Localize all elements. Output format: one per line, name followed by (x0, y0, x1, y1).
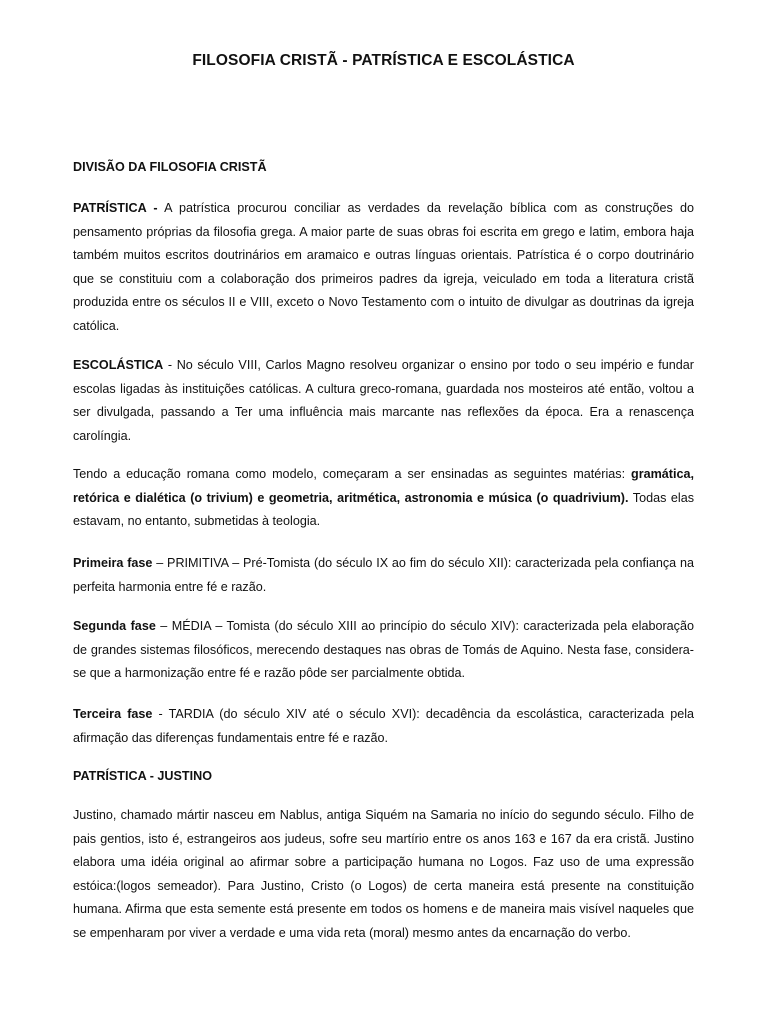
educacao-text-before: Tendo a educação romana como modelo, começaram a ser ensinadas as seguintes matérias: (73, 467, 631, 481)
document-title: FILOSOFIA CRISTÃ - PATRÍSTICA E ESCOLÁSTICA (192, 52, 575, 69)
segunda-fase-text: – MÉDIA – Tomista (do século XIII ao princípio do século XIV): caracterizada pela elaboração de grandes sistemas filosóficos, merecendo destaques nas obras de Tomás de Aquino. Nesta fase, considera-se que a harmonização entre fé e razão pôde ser parcialmente obtida. (73, 619, 694, 681)
educacao-materias: gramática, retórica e dialética (o trivium) e geometria, aritmética, astronomia e música (o quadrivium). (73, 467, 694, 505)
paragraph-terceira-fase (73, 703, 694, 750)
paragraph-justino: Justino, chamado mártir nasceu em Nablus, antiga Siquém na Samaria no início do segundo século. Filho de pais gentios, isto é, estrangeiros aos judeus, sofre seu martírio entre os anos 163 e 167 da era cristã. Justino elabora uma idéia original ao afirmar sobre a participação humana no Logos. Faz uso de uma expressão estóica:(logos semeador). Para Justino, Cristo (o Logos) de certa maneira está presente na constituição humana. Afirma que esta semente está presente em todos os homens e de maneira mais visível naqueles que se empenharam por viver a verdade e uma vida reta (moral) mesmo antes da encarnação do verbo. (73, 808, 694, 940)
escolastica-text: - No século VIII, Carlos Magno resolveu organizar o ensino por todo o seu império e fundar escolas ligadas às instituições católicas. A cultura greco-romana, guardada nos mosteiros até então, voltou a ser divulgada, passando a Ter uma influência mais marcante nas reflexões da época. Era a renascença carolíngia. (73, 358, 694, 443)
patristica-text: A patrística procurou conciliar as verdades da revelação bíblica com as construções do pensamento próprias da filosofia grega. A maior parte de suas obras foi escrita em grego e latim, embora haja também muitos escritos doutrinários em aramaico e outras línguas orientais. Patrística é o corpo doutrinário que se constituiu com a colaboração dos primeiros padres da igreja, veiculado em toda a literatura cristã produzida entre os séculos II e VIII, exceto o Novo Testamento com o intuito de divulgar as doutrinas da igreja católica. (73, 201, 694, 333)
term-escolastica: ESCOLÁSTICA (73, 358, 164, 372)
paragraph-escolastica (73, 354, 694, 448)
section-heading-justino: PATRÍSTICA - JUSTINO (73, 769, 212, 783)
paragraph-patristica (73, 197, 694, 339)
term-terceira-fase: Terceira fase (73, 707, 153, 721)
educacao-text-after: Todas elas estavam, no entanto, submetidas à teologia. (73, 490, 695, 529)
primeira-fase-text: – PRIMITIVA – Pré-Tomista (do século IX ao fim do século XII): caracterizada pela confiança na perfeita harmonia entre fé e razão. (73, 556, 694, 594)
section-heading-divisao: DIVISÃO DA FILOSOFIA CRISTÃ (73, 160, 267, 174)
terceira-fase-text: - TARDIA (do século XIV até o século XVI): decadência da escolástica, caracterizada pela afirmação das diferenças fundamentais entre fé e razão. (73, 707, 695, 745)
paragraph-educacao (73, 463, 694, 534)
paragraph-primeira-fase (73, 552, 694, 599)
term-segunda-fase: Segunda fase (73, 619, 156, 633)
term-patristica: PATRÍSTICA - (73, 201, 158, 215)
paragraph-segunda-fase (73, 615, 694, 686)
term-primeira-fase: Primeira fase (73, 556, 153, 570)
